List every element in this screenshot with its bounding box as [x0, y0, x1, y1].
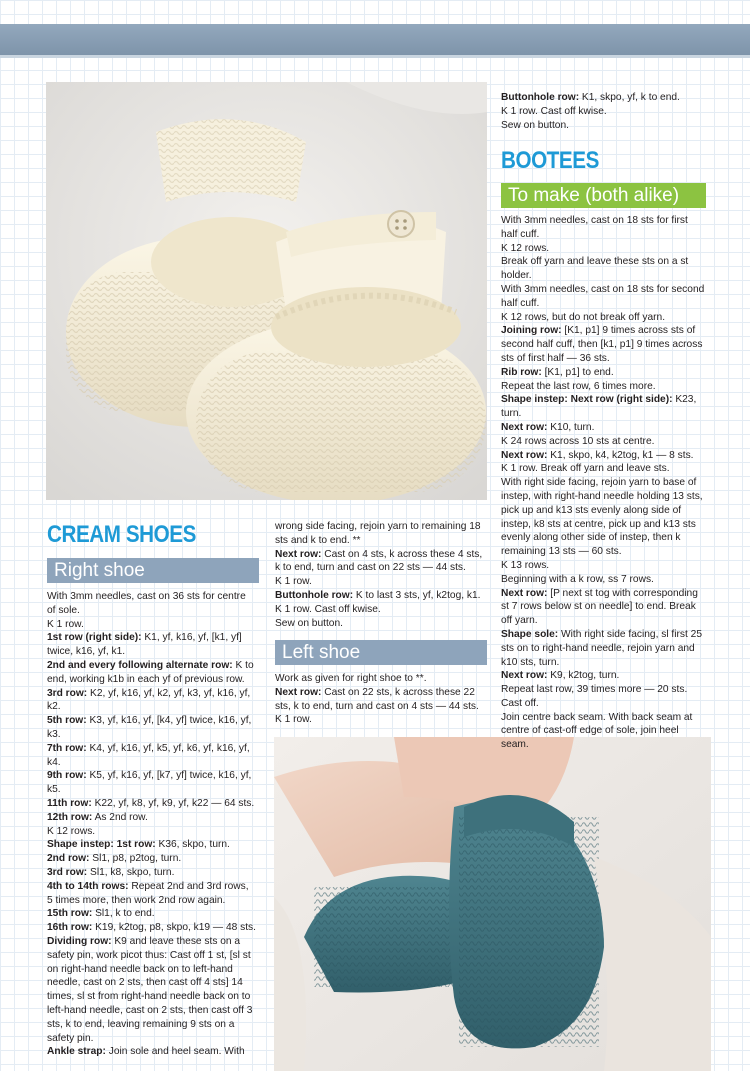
instruction-text: Repeat last row, 39 times more — 20 sts. [501, 684, 688, 696]
instruction-row [47, 852, 257, 866]
instruction-label: Next row: [501, 670, 548, 682]
bootees-title: BOOTEES [501, 147, 599, 174]
instruction-label: Next row: [275, 548, 322, 560]
instruction-text: Beginning with a k row, ss 7 rows. [501, 573, 654, 585]
instruction-text: K10, turn. [547, 421, 595, 433]
instruction-text: Cast off. [501, 697, 539, 709]
instruction-row [47, 1045, 257, 1059]
instruction-row [47, 921, 257, 935]
instruction-text: Sl1, k8, skpo, turn. [87, 866, 175, 878]
instruction-text: Repeat the last row, 6 times more. [501, 380, 656, 392]
instruction-text: K 1 row. [275, 714, 312, 726]
instruction-label: Buttonhole row: [501, 92, 580, 103]
instruction-label: 12th row: [47, 811, 93, 823]
instruction-label: 7th row: [47, 742, 87, 754]
instruction-row [47, 714, 257, 742]
instruction-label: Shape instep: Next row (right side): [501, 394, 673, 406]
instruction-row [275, 686, 485, 714]
instruction-text: K 1 row. Break off yarn and leave sts. [501, 463, 670, 475]
instruction-label: 16th row: [47, 922, 93, 934]
instruction-label: Next row: [501, 449, 548, 461]
instruction-row [501, 91, 707, 105]
instruction-row [47, 687, 257, 715]
instruction-text: K4, yf, k16, yf, k5, yf, k6, yf, k16, yf, k4. [47, 742, 250, 768]
instruction-row [47, 825, 257, 839]
instruction-text: K 1 row. Cast off kwise. [501, 105, 607, 117]
instruction-row [275, 548, 485, 576]
instruction-row [501, 242, 707, 256]
instruction-label: 1st row (right side): [47, 632, 142, 644]
instruction-row [47, 880, 257, 908]
bootees-instructions [501, 214, 707, 752]
instruction-text: [K1, p1] 9 times across sts of second half cuff, then [k1, p1] 9 times across sts of first half — 36 sts. [501, 325, 703, 364]
instruction-text: K 12 rows, but do not break off yarn. [501, 311, 666, 323]
instruction-row [275, 617, 485, 631]
instruction-row [501, 476, 707, 559]
instruction-row [501, 462, 707, 476]
instruction-text: K9, k2tog, turn. [547, 670, 620, 682]
instruction-row [501, 105, 707, 119]
instruction-text: K5, yf, k16, yf, [k7, yf] twice, k16, yf, k5. [47, 770, 252, 796]
instruction-row [501, 283, 707, 311]
right-shoe-instructions-cont [275, 520, 485, 630]
instruction-row [501, 587, 707, 628]
instruction-row [501, 255, 707, 283]
instruction-row [501, 324, 707, 365]
instruction-label: Buttonhole row: [275, 589, 354, 601]
instruction-row [501, 393, 707, 421]
instruction-text: K1, yf, k16, yf, [k1, yf] twice, k16, yf, k1. [47, 632, 242, 658]
instruction-row [275, 603, 485, 617]
instruction-text: Repeat 2nd and 3rd rows, 5 times more, then work 2nd row again. [47, 880, 249, 906]
instruction-label: Joining row: [501, 325, 562, 337]
instruction-label: Next row: [275, 686, 322, 698]
instruction-text: K 24 rows across 10 sts at centre. [501, 435, 655, 447]
instruction-text: K9 and leave these sts on a safety pin, work picot thus: Cast off 1 st, [sl st on right-hand needle back on to left-hand needle, cast on 2 sts, then cast off 4 sts] 14 times, sl st from right-hand needle back on to left-hand needle, cast on 2 sts, then cast off 3 sts, k to end, leaving remaining 9 sts on a safety pin. [47, 935, 253, 1044]
instruction-text: [P next st tog with corresponding st 7 rows below st on needle] to end. Break off yarn. [501, 587, 698, 627]
instruction-row [501, 711, 707, 752]
instruction-text: K 12 rows. [501, 242, 550, 254]
instruction-text: With right side facing, rejoin yarn to base of instep, with right-hand needle holding 13 sts, pick up and k13 sts evenly along side of instep, k8 sts at centre, pick up and k13 sts evenly along other side of instep, then k remaining 13 sts — 60 sts. [501, 477, 703, 558]
instruction-label: Shape sole: [501, 628, 559, 640]
page-header-bar [0, 24, 750, 55]
instruction-row [501, 380, 707, 394]
instruction-text: Work as given for right shoe to **. [275, 673, 427, 684]
left-shoe-instructions [275, 672, 485, 727]
instruction-row [501, 697, 707, 711]
instruction-label: Ankle strap: [47, 1046, 106, 1058]
right-shoe-heading: Right shoe [47, 558, 259, 583]
instruction-label: 3rd row: [47, 687, 88, 699]
instruction-text: With 3mm needles, cast on 18 sts for second half cuff. [501, 283, 705, 309]
right-shoe-instructions [47, 590, 257, 1059]
instruction-label: Rib row: [501, 366, 542, 378]
instruction-label: 9th row: [47, 770, 87, 782]
instruction-row [47, 797, 257, 811]
instruction-text: K to end, working k1b in each yf of previous row. [47, 659, 254, 685]
instruction-row [47, 631, 257, 659]
instruction-text: K1, skpo, k4, k2tog, k1 — 8 sts. [547, 449, 694, 461]
instruction-text: K23, turn. [501, 394, 697, 420]
instruction-row [501, 449, 707, 463]
left-shoe-heading: Left shoe [275, 640, 487, 665]
instruction-row [501, 421, 707, 435]
instruction-row [275, 575, 485, 589]
instruction-label: 11th row: [47, 797, 92, 809]
instruction-text: K 1 row. [47, 618, 84, 630]
instruction-row [501, 435, 707, 449]
instruction-text: As 2nd row. [92, 811, 148, 823]
instruction-label: 5th row: [47, 715, 87, 727]
instruction-label: Next row: [501, 421, 548, 433]
instruction-text: K 1 row. Cast off kwise. [275, 603, 381, 615]
instruction-text: K 13 rows. [501, 559, 550, 571]
instruction-label: 3rd row: [47, 866, 88, 878]
instruction-row [47, 838, 257, 852]
instruction-text: K to last 3 sts, yf, k2tog, k1. [353, 589, 481, 601]
instruction-label: Dividing row: [47, 935, 112, 947]
left-shoe-instructions-end [501, 91, 707, 132]
instruction-row [47, 742, 257, 770]
instruction-text: K1, skpo, yf, k to end. [579, 92, 680, 103]
instruction-row [501, 559, 707, 573]
instruction-text: Sew on button. [501, 119, 569, 131]
instruction-text: With 3mm needles, cast on 36 sts for centre of sole. [47, 591, 246, 616]
instruction-row [501, 669, 707, 683]
instruction-row [47, 769, 257, 797]
instruction-row [47, 590, 257, 618]
instruction-row [501, 628, 707, 669]
instruction-text: Sew on button. [275, 617, 343, 629]
instruction-row [501, 214, 707, 242]
instruction-label: 2nd row: [47, 853, 90, 865]
instruction-row [275, 713, 485, 727]
instruction-text: Sl1, p8, p2tog, turn. [89, 853, 182, 865]
instruction-text: Cast on 22 sts, k across these 22 sts, k to end, turn and cast on 4 sts — 44 sts. [275, 686, 479, 712]
instruction-text: Sl1, k to end. [92, 908, 155, 920]
instruction-text: Join centre back seam. With back seam at centre of cast-off edge of sole, join heel seam. [501, 711, 693, 751]
instruction-row [47, 618, 257, 632]
instruction-text: [K1, p1] to end. [541, 366, 614, 378]
instruction-text: K 1 row. [275, 576, 312, 588]
instruction-row [501, 683, 707, 697]
instruction-row [501, 119, 707, 133]
instruction-row [275, 520, 485, 548]
cream-shoes-title: CREAM SHOES [47, 521, 196, 548]
instruction-row [275, 589, 485, 603]
instruction-row [47, 866, 257, 880]
instruction-text: K19, k2tog, p8, skpo, k19 — 48 sts. [92, 922, 256, 934]
instruction-text: Break off yarn and leave these sts on a st holder. [501, 256, 689, 282]
instruction-label: 15th row: [47, 908, 93, 920]
cream-shoes-photo [46, 82, 487, 500]
instruction-text: With right side facing, sl first 25 sts on to right-hand needle, rejoin yarn and k10 sts, turn. [501, 628, 702, 668]
instruction-row [275, 672, 485, 686]
instruction-text: K22, yf, k8, yf, k9, yf, k22 — 64 sts. [91, 797, 255, 809]
instruction-row [501, 311, 707, 325]
instruction-label: Next row: [501, 587, 548, 599]
instruction-text: Cast on 4 sts, k across these 4 sts, k to end, turn and cast on 22 sts — 44 sts. [275, 548, 483, 574]
instruction-text: wrong side facing, rejoin yarn to remaining 18 sts and k to end. ** [275, 521, 481, 546]
instruction-label: Shape instep: 1st row: [47, 839, 156, 851]
instruction-row [47, 659, 257, 687]
instruction-row [47, 935, 257, 1045]
instruction-text: K3, yf, k16, yf, [k4, yf] twice, k16, yf, k3. [47, 715, 252, 740]
instruction-row [501, 573, 707, 587]
instruction-row [501, 366, 707, 380]
instruction-row [47, 811, 257, 825]
teal-bootees-photo [274, 737, 711, 1071]
instruction-text: K36, skpo, turn. [155, 839, 230, 851]
to-make-heading: To make (both alike) [501, 183, 706, 208]
instruction-label: 2nd and every following alternate row: [47, 659, 233, 671]
instruction-text: K2, yf, k16, yf, k2, yf, k3, yf, k16, yf, k2. [47, 687, 251, 713]
instruction-row [47, 907, 257, 921]
instruction-text: K 12 rows. [47, 825, 96, 837]
instruction-text: Join sole and heel seam. With [105, 1046, 245, 1058]
instruction-text: With 3mm needles, cast on 18 sts for first half cuff. [501, 215, 688, 240]
instruction-label: 4th to 14th rows: [47, 880, 129, 892]
